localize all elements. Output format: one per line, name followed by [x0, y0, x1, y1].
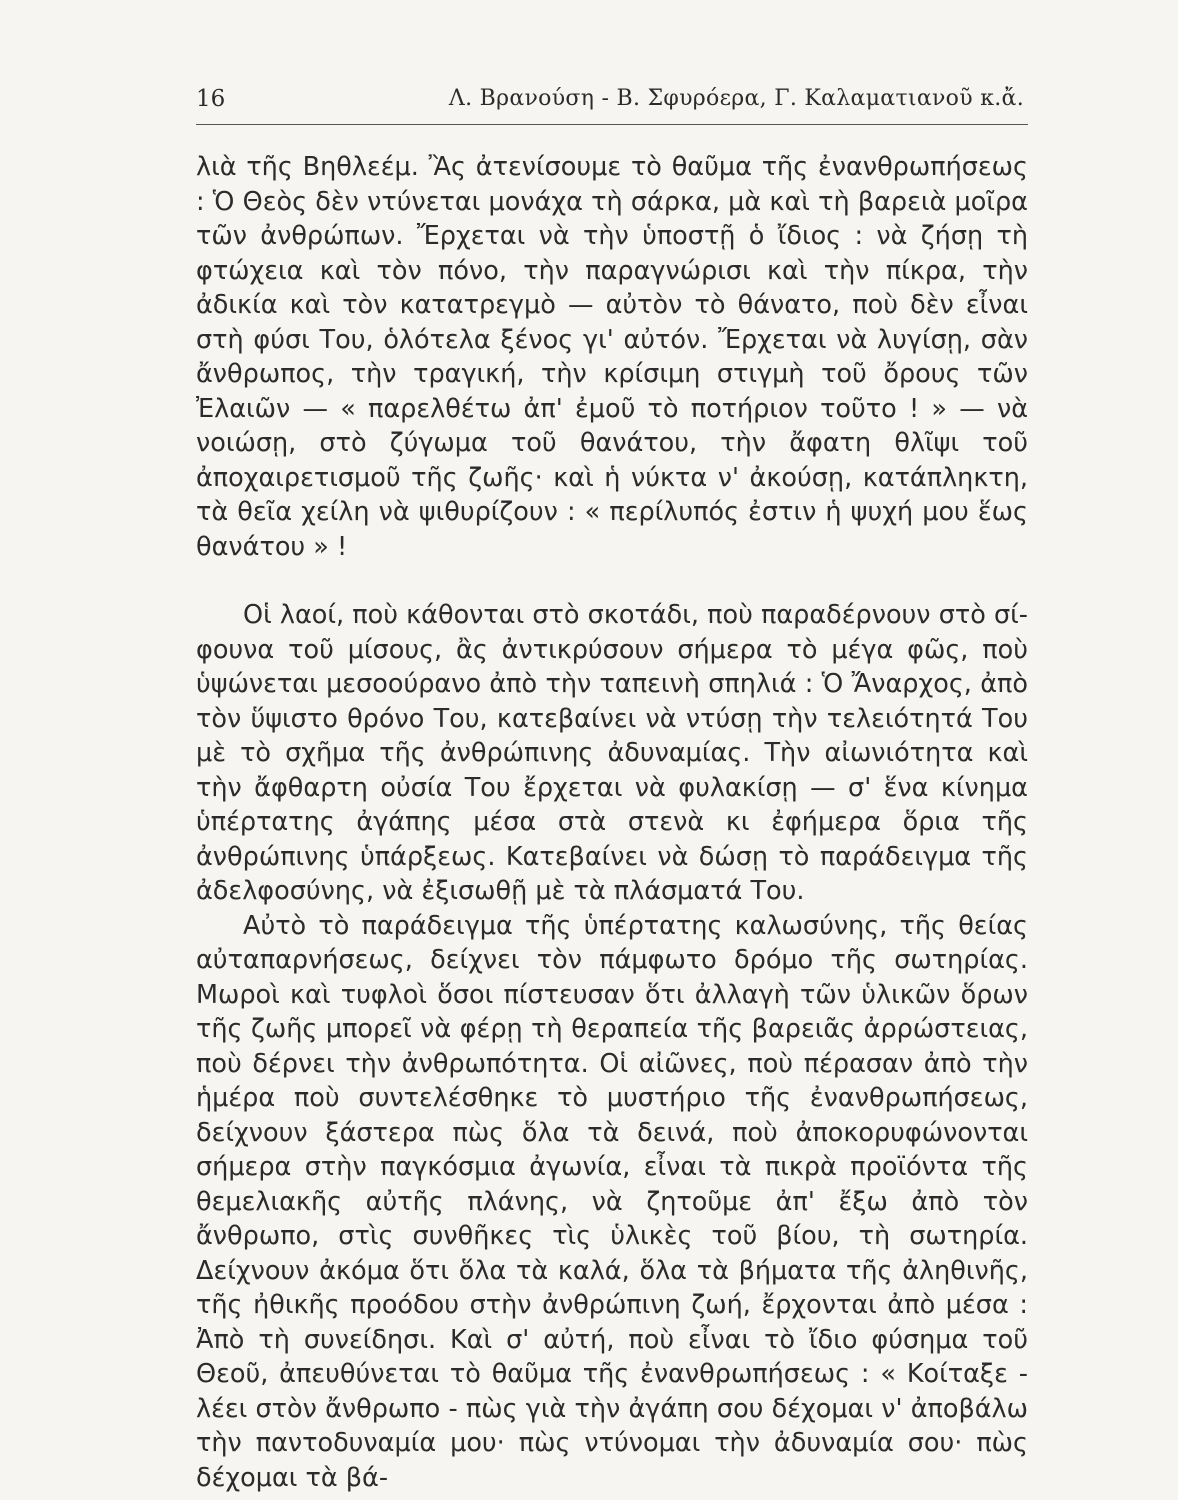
body-text [196, 150, 1028, 1495]
page-header [196, 80, 1026, 120]
header-rule [196, 124, 1028, 125]
paragraph-1: λιὰ τῆς Βηθλεέμ. Ἂς ἀτενίσουμε τὸ θαῦμα τῆς ἐνανθρωπήσεως : Ὁ Θεὸς δὲν ντύνεται μονάχα τὴ σάρκα, μὰ καὶ τὴ βαρειὰ μοῖρα τῶν ἀνθρώπων. Ἔρχεται νὰ τὴν ὑποστῇ ὁ ἴδιος : νὰ ζήσῃ τὴ φτώχεια καὶ τὸν πόνο, τὴν παραγνώρισι καὶ τὴν πίκρα, τὴν ἀδικία καὶ τὸν κατατρεγμὸ — αὐτὸν τὸ θάνατο, ποὺ δὲν εἶναι στὴ φύσι Του, ὁλότελα ξένος γι' αὐτόν. Ἔρχεται νὰ λυγίσῃ, σὰν ἄνθρωπος, τὴν τραγική, τὴν κρίσιμη στιγμὴ τοῦ ὄρους τῶν Ἐλαιῶν — « παρελθέτω ἀπ' ἐμοῦ τὸ ποτήριον τοῦτο ! » — νὰ νοιώσῃ, στὸ ζύγωμα τοῦ θανάτου, τὴν ἄφατη θλῖψι τοῦ ἀποχαιρετισμοῦ τῆς ζωῆς· καὶ ἡ νύκτα ν' ἀκούσῃ, κατάπληκτη, τὰ θεῖα χείλη νὰ ψιθυρίζουν : « περίλυπός ἐστιν ἡ ψυχή μου ἕως θανάτου » ! [196, 152, 1028, 562]
running-head: Λ. Βρανούση - Β. Σφυρόερα, Γ. Καλαματιανοῦ κ.ἄ. [448, 86, 1024, 111]
paragraph-3: Αὐτὸ τὸ παράδειγμα τῆς ὑπέρτατης καλωσύνης, τῆς θείας αὐταπαρνήσεως, δείχνει τὸν πάμφωτο δρόμο τῆς σωτηρίας. Μωροὶ καὶ τυφλοὶ ὅσοι πίστευσαν ὅτι ἀλλαγὴ τῶν ὑλικῶν ὅρων τῆς ζωῆς μπορεῖ νὰ φέρῃ τὴ θεραπεία τῆς βαρειᾶς ἀρρώστειας, ποὺ δέρνει τὴν ἀνθρωπότητα. Οἱ αἰῶνες, ποὺ πέρασαν ἀπὸ τὴν ἡμέρα ποὺ συντελέσθηκε τὸ μυστήριο τῆς ἐνανθρωπήσεως, δείχνουν ξάστερα πὼς ὅλα τὰ δεινά, ποὺ ἀποκορυφώνονται σήμερα στὴν παγκόσμια ἀγωνία, εἶναι τὰ πικρὰ προϊόντα τῆς θεμελιακῆς αὐτῆς πλάνης, νὰ ζητοῦμε ἀπ' ἔξω ἀπὸ τὸν ἄνθρωπο, στὶς συνθῆκες τὶς ὑλικὲς τοῦ βίου, τὴ σωτηρία. Δείχνουν ἀκόμα ὅτι ὅλα τὰ καλά, ὅλα τὰ βήματα τῆς ἀληθινῆς, τῆς ἠθικῆς προόδου στὴν ἀνθρώπινη ζωή, ἔρχονται ἀπὸ μέσα : Ἀπὸ τὴ συνείδησι. Καὶ σ' αὐτή, ποὺ εἶναι τὸ ἴδιο φύσημα τοῦ Θεοῦ, ἀπευθύνεται τὸ θαῦμα τῆς ἐνανθρωπήσεως : « Κοίταξε - λέει στὸν ἄνθρωπο - πὼς γιὰ τὴν ἀγάπη σου δέχομαι ν' ἀποβάλω τὴν παντοδυναμία μου· πὼς ντύνομαι τὴν ἀδυναμία σου· πὼς δέχομαι τὰ βά- [196, 910, 1028, 1493]
page-number: 16 [196, 86, 226, 112]
paragraph-2: Οἱ λαοί, ποὺ κάθονται στὸ σκοτάδι, ποὺ παραδέρνουν στὸ σίφουνα τοῦ μίσους, ἂς ἀντικρύσουν σήμερα τὸ μέγα φῶς, ποὺ ὑψώνεται μεσοούρανο ἀπὸ τὴν ταπεινὴ σπηλιά : Ὁ Ἄναρχος, ἀπὸ τὸν ὕψιστο θρόνο Του, κατεβαίνει νὰ ντύσῃ τὴν τελειότητά Του μὲ τὸ σχῆμα τῆς ἀνθρώπινης ἀδυναμίας. Τὴν αἰωνιότητα καὶ τὴν ἄφθαρτη οὐσία Του ἔρχεται νὰ φυλακίσῃ — σ' ἕνα κίνημα ὑπέρτατης ἀγάπης μέσα στὰ στενὰ κι ἐφήμερα ὅρια τῆς ἀνθρώπινης ὑπάρξεως. Κατεβαίνει νὰ δώσῃ τὸ παράδειγμα τῆς ἀδελφοσύνης, νὰ ἐξισωθῇ μὲ τὰ πλάσματά Του. [196, 600, 1028, 906]
